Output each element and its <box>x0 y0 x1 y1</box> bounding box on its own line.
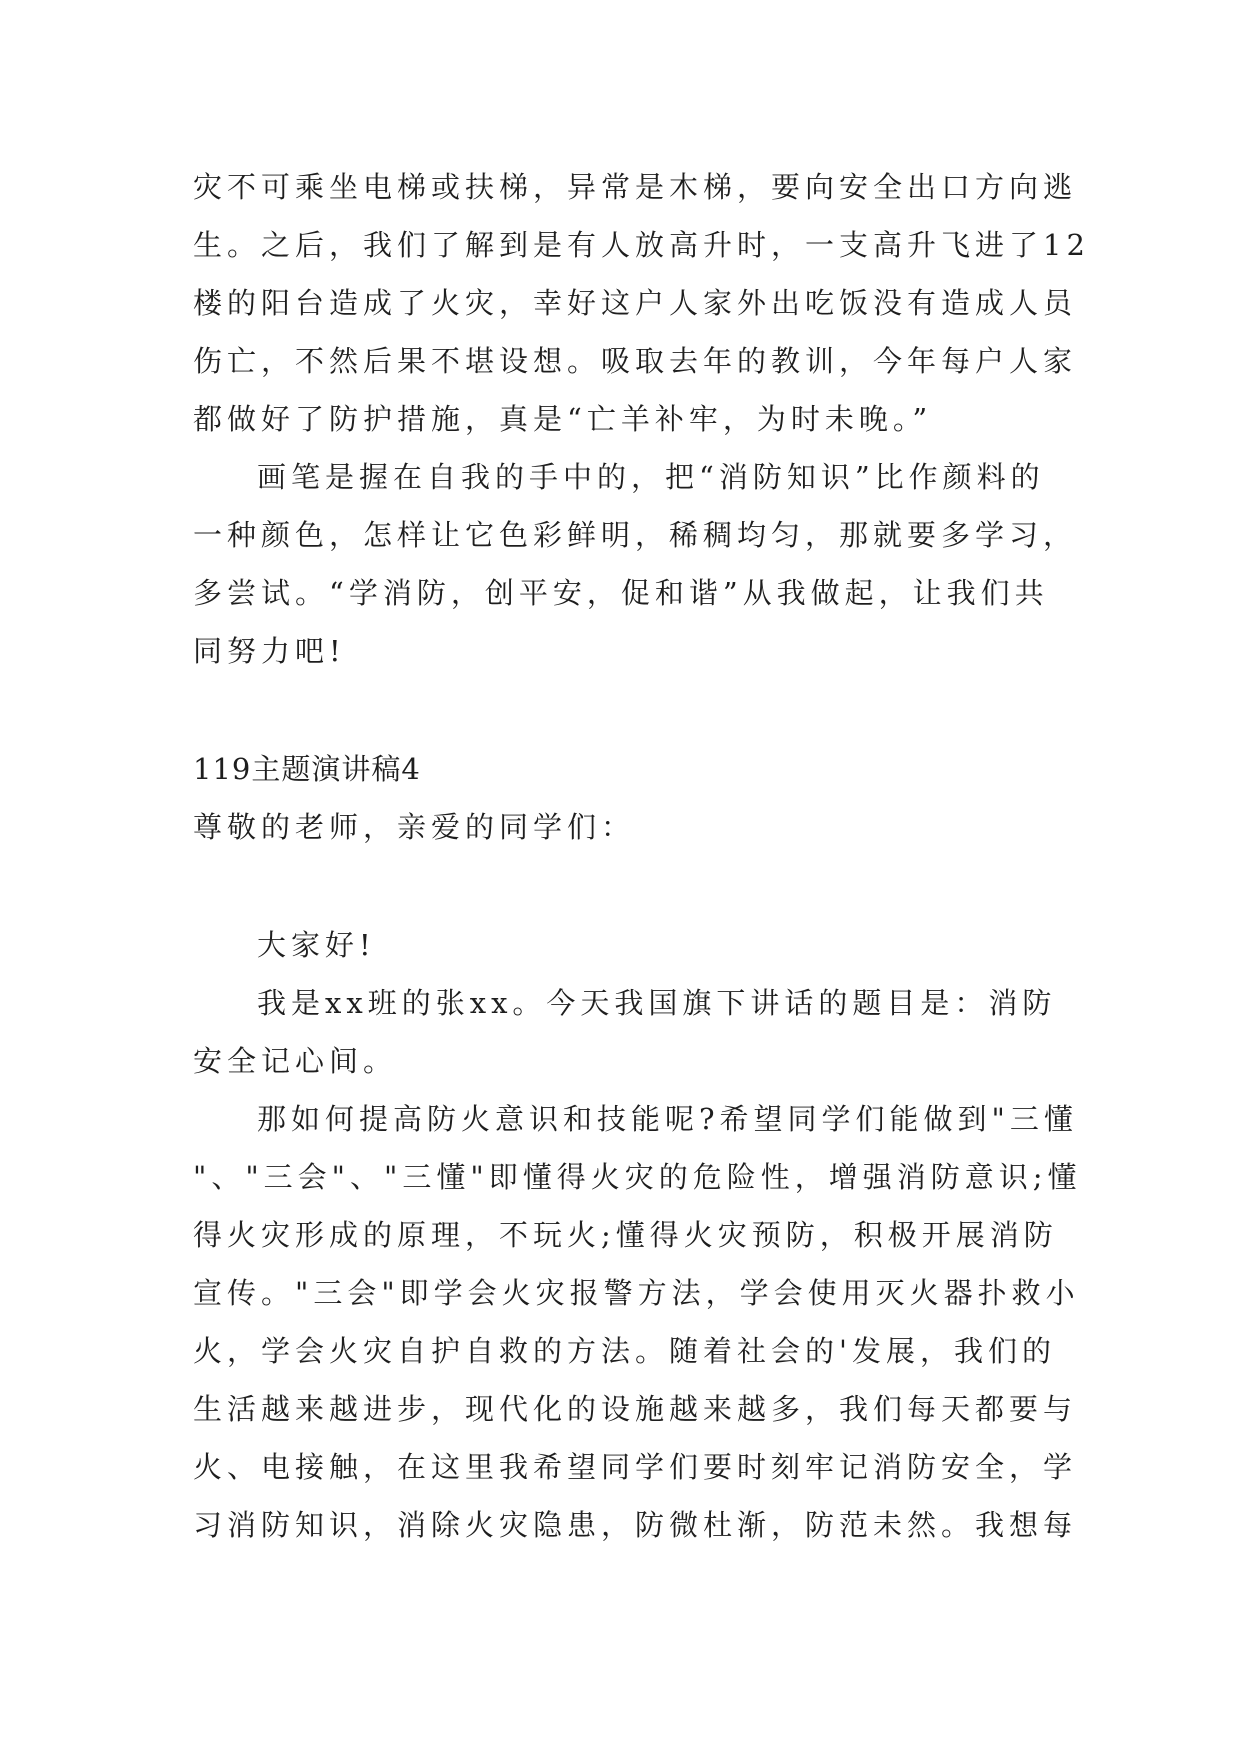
text-line: 一种颜色，怎样让它色彩鲜明，稀稠均匀，那就要多学习， <box>193 518 1078 552</box>
text-line: "、"三会"、"三懂"即懂得火灾的危险性，增强消防意识;懂 <box>193 1160 1082 1194</box>
text-line: 生。之后，我们了解到是有人放高升时，一支高升飞进了12 <box>193 228 1090 262</box>
text-line: 多尝试。“学消防，创平安，促和谐”从我做起，让我们共 <box>193 576 1049 610</box>
text-line: 宣传。"三会"即学会火灾报警方法，学会使用灭火器扑救小 <box>193 1276 1080 1310</box>
spacer <box>193 680 1063 740</box>
spacer <box>193 856 1063 916</box>
intro-paragraph <box>193 974 1063 1090</box>
text-line: 画笔是握在自我的手中的，把“消防知识”比作颜料的 <box>257 460 1045 494</box>
text-line: 得火灾形成的原理，不玩火;懂得火灾预防，积极开展消防 <box>193 1218 1058 1252</box>
text-line: 同努力吧! <box>193 634 346 668</box>
text-line: 灾不可乘坐电梯或扶梯，异常是木梯，要向安全出口方向逃 <box>193 170 1078 204</box>
text-line: 习消防知识，消除火灾隐患，防微杜渐，防范未然。我想每 <box>193 1508 1078 1542</box>
text-line: 安全记心间。 <box>193 1044 398 1078</box>
text-line: 我是xx班的张xx。今天我国旗下讲话的题目是：消防 <box>257 986 1057 1020</box>
text-line: 生活越来越进步，现代化的设施越来越多，我们每天都要与 <box>193 1392 1078 1426</box>
previous-section-paragraph <box>193 158 1090 448</box>
text-line: 楼的阳台造成了火灾，幸好这户人家外出吃饭没有造成人员 <box>193 286 1078 320</box>
section-title: 119主题演讲稿4 <box>193 752 421 786</box>
salutation: 尊敬的老师，亲爱的同学们： <box>193 810 636 844</box>
text-line: 火，学会火灾自护自救的方法。随着社会的'发展，我们的 <box>193 1334 1056 1368</box>
text-line: 伤亡，不然后果不堪设想。吸取去年的教训，今年每户人家 <box>193 344 1078 378</box>
text-line: 火、电接触，在这里我希望同学们要时刻牢记消防安全，学 <box>193 1450 1078 1484</box>
text-line: 那如何提高防火意识和技能呢?希望同学们能做到"三懂 <box>257 1102 1078 1136</box>
closing-paragraph <box>193 448 1078 680</box>
text-line: 都做好了防护措施，真是“亡羊补牢，为时未晚。” <box>193 402 933 436</box>
greeting: 大家好! <box>257 928 376 962</box>
document-page <box>193 158 1090 1554</box>
body-paragraph <box>193 1090 1082 1554</box>
